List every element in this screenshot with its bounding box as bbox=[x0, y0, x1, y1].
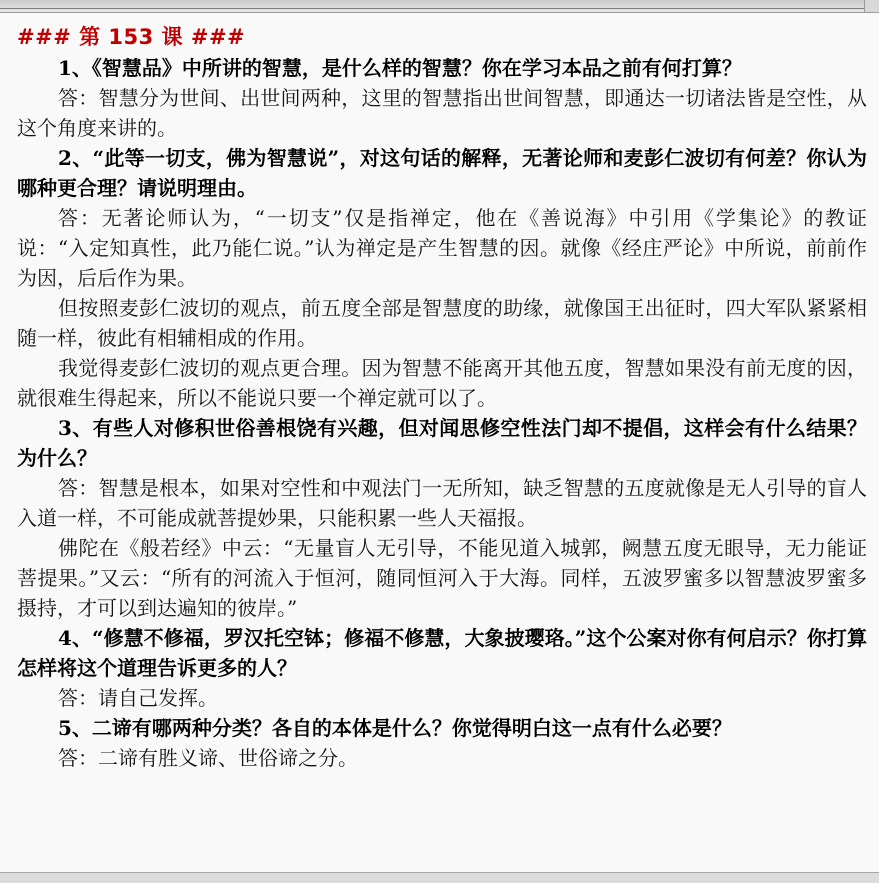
question-5: 5、二谛有哪两种分类？各自的本体是什么？你觉得明白这一点有什么必要？ bbox=[58, 716, 732, 740]
lesson-heading: ### 第 153 课 ### bbox=[17, 25, 246, 49]
answer-2-part-1: 答：无著论师认为，“一切支”仅是指禅定，他在《善说海》中引用《学集论》的教证说：“入定知真性，此乃能仁说。”认为禅定是产生智慧的因。就像《经庄严论》中所说，前前作为因，后后作为果。 bbox=[17, 206, 867, 290]
answer-3-part-1: 答：智慧是根本，如果对空性和中观法门一无所知，缺乏智慧的五度就像是无人引导的盲人入道一样，不可能成就菩提妙果，只能积累一些人天福报。 bbox=[17, 476, 867, 530]
question-4: 4、“修慧不修福，罗汉托空钵；修福不修慧，大象披璎珞。”这个公案对你有何启示？你打算怎样将这个道理告诉更多的人？ bbox=[17, 626, 867, 680]
answer-3-part-2: 佛陀在《般若经》中云：“无量盲人无引导，不能见道入城郭，阙慧五度无眼导，无力能证菩提果。”又云：“所有的河流入于恒河，随同恒河入于大海。同样，五波罗蜜多以智慧波罗蜜多摄持，才可以到达遍知的彼岸。” bbox=[17, 536, 867, 620]
answer-5: 答：二谛有胜义谛、世俗谛之分。 bbox=[58, 746, 358, 770]
answer-4: 答：请自己发挥。 bbox=[58, 686, 218, 710]
document-content bbox=[0, 13, 879, 773]
top-border-line bbox=[0, 8, 879, 9]
document-page bbox=[0, 13, 879, 873]
question-2: 2、“此等一切支，佛为智慧说”，对这句话的解释，无著论师和麦彭仁波切有何差？你认为哪种更合理？请说明理由。 bbox=[17, 146, 867, 200]
question-1: 1、《智慧品》中所讲的智慧，是什么样的智慧？你在学习本品之前有何打算？ bbox=[58, 56, 742, 80]
window-top-border bbox=[0, 0, 879, 13]
question-3: 3、有些人对修积世俗善根饶有兴趣，但对闻思修空性法门却不提倡，这样会有什么结果？为什么？ bbox=[17, 416, 867, 470]
resize-handle[interactable] bbox=[864, 0, 879, 12]
answer-1: 答：智慧分为世间、出世间两种，这里的智慧指出世间智慧，即通达一切诸法皆是空性，从这个角度来讲的。 bbox=[17, 86, 867, 140]
window-bottom-border bbox=[0, 872, 879, 883]
answer-2-part-2: 但按照麦彭仁波切的观点，前五度全部是智慧度的助缘，就像国王出征时，四大军队紧紧相随一样，彼此有相辅相成的作用。 bbox=[17, 296, 867, 350]
answer-2-part-3: 我觉得麦彭仁波切的观点更合理。因为智慧不能离开其他五度，智慧如果没有前无度的因，就很难生得起来，所以不能说只要一个禅定就可以了。 bbox=[17, 356, 867, 410]
